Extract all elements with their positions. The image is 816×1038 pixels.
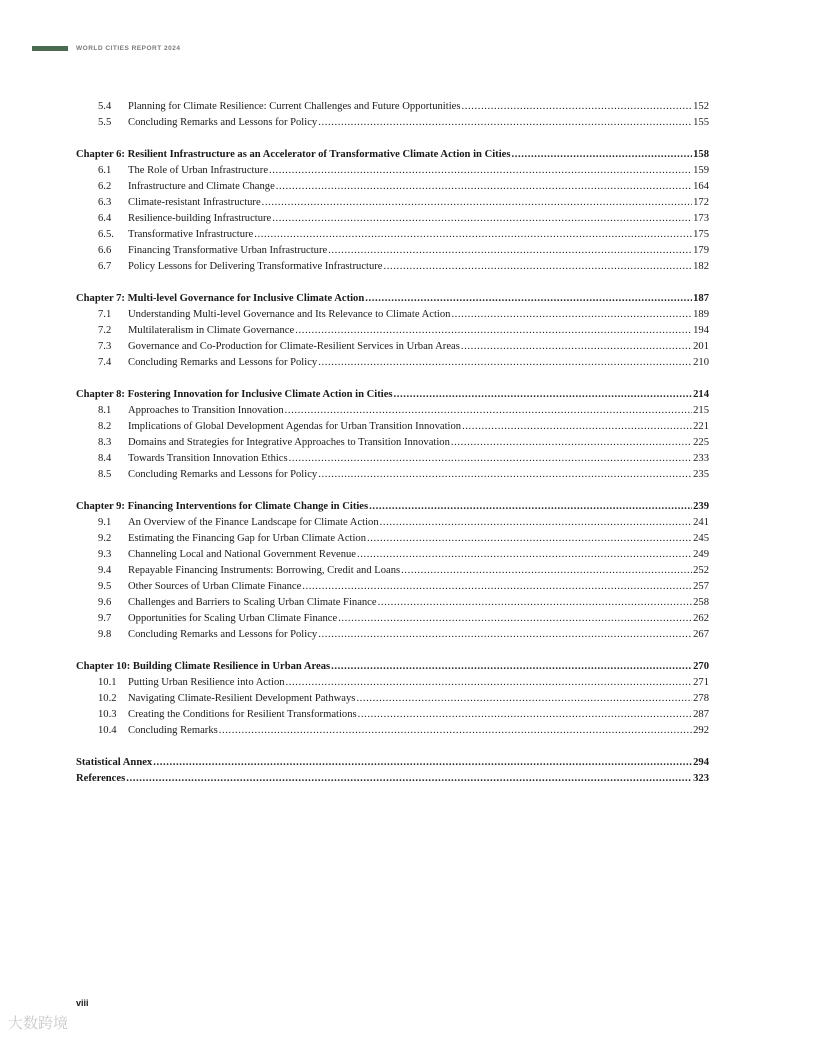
toc-spacer <box>76 371 709 387</box>
toc-section-number: 6.4 <box>98 213 112 224</box>
toc-dot-leader <box>367 531 692 547</box>
toc-page-number: 182 <box>693 261 709 272</box>
toc-page-number: 292 <box>693 725 709 736</box>
toc-section-number: 8.2 <box>98 421 112 432</box>
toc-section-number: 9.4 <box>98 565 112 576</box>
toc-dot-leader <box>356 691 692 707</box>
toc-section-entry[interactable] <box>76 579 709 595</box>
header-accent-bar <box>32 46 68 51</box>
toc-page-number: 239 <box>693 501 709 512</box>
toc-section-entry[interactable] <box>76 707 709 723</box>
toc-section-number: 5.4 <box>98 101 112 112</box>
toc-entry-title: Chapter 6: Resilient Infrastructure as an Accelerator of Transformative Climate Action in Cities <box>76 149 511 160</box>
toc-dot-leader <box>302 579 692 595</box>
toc-dot-leader <box>318 467 692 483</box>
toc-entry-title: Concluding Remarks and Lessons for Policy <box>128 469 318 480</box>
toc-page-number: 323 <box>693 773 709 784</box>
toc-dot-leader <box>318 115 692 131</box>
toc-chapter-entry[interactable] <box>76 147 709 163</box>
toc-spacer <box>76 275 709 291</box>
toc-section-number: 6.6 <box>98 245 112 256</box>
toc-page-number: 249 <box>693 549 709 560</box>
toc-section-number: 8.5 <box>98 469 112 480</box>
toc-entry-title: Other Sources of Urban Climate Finance <box>128 581 302 592</box>
toc-dot-leader <box>451 435 692 451</box>
toc-section-number: 9.7 <box>98 613 112 624</box>
toc-section-entry[interactable] <box>76 691 709 707</box>
toc-page-number: 172 <box>693 197 709 208</box>
toc-dot-leader <box>126 771 692 787</box>
toc-section-entry[interactable] <box>76 435 709 451</box>
toc-page-number: 215 <box>693 405 709 416</box>
toc-entry-title: Repayable Financing Instruments: Borrowing, Credit and Loans <box>128 565 401 576</box>
toc-dot-leader <box>286 675 693 691</box>
toc-section-number: 6.7 <box>98 261 112 272</box>
toc-section-number: 5.5 <box>98 117 112 128</box>
toc-section-entry[interactable] <box>76 675 709 691</box>
toc-page-number: 287 <box>693 709 709 720</box>
toc-dot-leader <box>219 723 692 739</box>
toc-section-number: 9.8 <box>98 629 112 640</box>
toc-page-number: 194 <box>693 325 709 336</box>
toc-page-number: 201 <box>693 341 709 352</box>
toc-section-entry[interactable] <box>76 723 709 739</box>
toc-page-number: 257 <box>693 581 709 592</box>
toc-dot-leader <box>365 291 692 307</box>
toc-section-entry[interactable] <box>76 547 709 563</box>
toc-entry-title: Domains and Strategies for Integrative Approaches to Transition Innovation <box>128 437 450 448</box>
toc-page-number: 175 <box>693 229 709 240</box>
toc-section-entry[interactable] <box>76 99 709 115</box>
toc-page-number: 159 <box>693 165 709 176</box>
toc-section-entry[interactable] <box>76 627 709 643</box>
toc-entry-title: Infrastructure and Climate Change <box>128 181 275 192</box>
toc-section-entry[interactable] <box>76 419 709 435</box>
toc-page-number: 270 <box>693 661 709 672</box>
toc-section-number: 7.4 <box>98 357 112 368</box>
toc-section-number: 8.3 <box>98 437 112 448</box>
toc-dot-leader <box>289 451 692 467</box>
toc-spacer <box>76 131 709 147</box>
toc-dot-leader <box>153 755 692 771</box>
toc-dot-leader <box>262 195 692 211</box>
toc-section-number: 10.1 <box>98 677 117 688</box>
toc-page-number: 245 <box>693 533 709 544</box>
toc-section-entry[interactable] <box>76 323 709 339</box>
toc-entry-title: Chapter 9: Financing Interventions for Climate Change in Cities <box>76 501 369 512</box>
toc-section-number: 9.1 <box>98 517 112 528</box>
toc-page-number: 235 <box>693 469 709 480</box>
toc-entry-title: Concluding Remarks <box>128 725 218 736</box>
toc-section-number: 8.4 <box>98 453 112 464</box>
toc-spacer <box>76 739 709 755</box>
toc-page-number: 241 <box>693 517 709 528</box>
toc-dot-leader <box>269 163 692 179</box>
toc-entry-title: Governance and Co-Production for Climate-Resilient Services in Urban Areas <box>128 341 460 352</box>
toc-dot-leader <box>369 499 692 515</box>
toc-section-entry[interactable] <box>76 211 709 227</box>
toc-chapter-entry[interactable] <box>76 291 709 307</box>
toc-page-number: 214 <box>693 389 709 400</box>
toc-section-entry[interactable] <box>76 467 709 483</box>
toc-entry-title: Creating the Conditions for Resilient Transformations <box>128 709 357 720</box>
toc-section-entry[interactable] <box>76 163 709 179</box>
toc-section-entry[interactable] <box>76 339 709 355</box>
toc-section-number: 8.1 <box>98 405 112 416</box>
toc-dot-leader <box>272 211 692 227</box>
toc-dot-leader <box>285 403 692 419</box>
toc-page-number: 225 <box>693 437 709 448</box>
toc-dot-leader <box>338 611 692 627</box>
toc-section-entry[interactable] <box>76 515 709 531</box>
toc-spacer <box>76 483 709 499</box>
toc-section-number: 9.2 <box>98 533 112 544</box>
toc-dot-leader <box>358 707 692 723</box>
toc-dot-leader <box>318 355 692 371</box>
toc-entry-title: Implications of Global Development Agendas for Urban Transition Innovation <box>128 421 462 432</box>
toc-page-number: 252 <box>693 565 709 576</box>
toc-page-number: 187 <box>693 293 709 304</box>
toc-section-number: 6.2 <box>98 181 112 192</box>
toc-section-number: 6.5. <box>98 229 114 240</box>
toc-dot-leader <box>331 659 692 675</box>
toc-page-number: 155 <box>693 117 709 128</box>
toc-section-number: 9.6 <box>98 597 112 608</box>
toc-section-number: 10.4 <box>98 725 117 736</box>
toc-section-entry[interactable] <box>76 259 709 275</box>
toc-entry-title: Challenges and Barriers to Scaling Urban Climate Finance <box>128 597 377 608</box>
toc-section-entry[interactable] <box>76 115 709 131</box>
toc-entry-title: Transformative Infrastructure <box>128 229 254 240</box>
toc-dot-leader <box>461 99 692 115</box>
toc-dot-leader <box>378 595 693 611</box>
toc-entry-title: An Overview of the Finance Landscape for Climate Action <box>128 517 379 528</box>
toc-section-number: 10.2 <box>98 693 117 704</box>
toc-dot-leader <box>461 339 692 355</box>
toc-dot-leader <box>394 387 693 403</box>
toc-entry-title: Resilience-building Infrastructure <box>128 213 272 224</box>
toc-section-entry[interactable] <box>76 243 709 259</box>
toc-section-number: 9.3 <box>98 549 112 560</box>
toc-page-number: 271 <box>693 677 709 688</box>
toc-section-number: 9.5 <box>98 581 112 592</box>
toc-entry-title: Concluding Remarks and Lessons for Policy <box>128 117 318 128</box>
toc-section-number: 6.1 <box>98 165 112 176</box>
toc-page-number: 233 <box>693 453 709 464</box>
toc-dot-leader <box>328 243 692 259</box>
toc-entry-title: Putting Urban Resilience into Action <box>128 677 285 688</box>
toc-chapter-entry[interactable] <box>76 659 709 675</box>
toc-page-number: 158 <box>693 149 709 160</box>
toc-page-number: 262 <box>693 613 709 624</box>
toc-entry-title: Concluding Remarks and Lessons for Policy <box>128 629 318 640</box>
toc-page-number: 210 <box>693 357 709 368</box>
toc-entry-title: Chapter 7: Multi-level Governance for Inclusive Climate Action <box>76 293 365 304</box>
toc-section-entry[interactable] <box>76 227 709 243</box>
toc-page-number: 221 <box>693 421 709 432</box>
toc-page-number: 278 <box>693 693 709 704</box>
toc-entry-title: Estimating the Financing Gap for Urban Climate Action <box>128 533 367 544</box>
toc-section-entry[interactable] <box>76 179 709 195</box>
running-header: WORLD CITIES REPORT 2024 <box>76 45 181 52</box>
toc-dot-leader <box>295 323 692 339</box>
table-of-contents <box>76 99 709 787</box>
toc-chapter-entry[interactable] <box>76 499 709 515</box>
toc-chapter-entry[interactable] <box>76 771 709 787</box>
toc-section-entry[interactable] <box>76 595 709 611</box>
toc-entry-title: The Role of Urban Infrastructure <box>128 165 269 176</box>
toc-entry-title: Planning for Climate Resilience: Current Challenges and Future Opportunities <box>128 101 461 112</box>
toc-entry-title: Understanding Multi-level Governance and Its Relevance to Climate Action <box>128 309 451 320</box>
toc-section-entry[interactable] <box>76 531 709 547</box>
toc-page-number: 179 <box>693 245 709 256</box>
toc-dot-leader <box>401 563 692 579</box>
toc-page-number: 294 <box>693 757 709 768</box>
toc-entry-title: Chapter 8: Fostering Innovation for Inclusive Climate Action in Cities <box>76 389 393 400</box>
toc-section-entry[interactable] <box>76 403 709 419</box>
toc-section-number: 7.1 <box>98 309 112 320</box>
toc-section-number: 7.3 <box>98 341 112 352</box>
toc-spacer <box>76 643 709 659</box>
toc-dot-leader <box>357 547 692 563</box>
toc-page-number: 267 <box>693 629 709 640</box>
toc-section-number: 6.3 <box>98 197 112 208</box>
toc-entry-title: Multilateralism in Climate Governance <box>128 325 295 336</box>
toc-chapter-entry[interactable] <box>76 755 709 771</box>
toc-page-number: 189 <box>693 309 709 320</box>
toc-page-number: 152 <box>693 101 709 112</box>
toc-section-entry[interactable] <box>76 355 709 371</box>
toc-section-entry[interactable] <box>76 563 709 579</box>
toc-section-entry[interactable] <box>76 195 709 211</box>
toc-section-number: 7.2 <box>98 325 112 336</box>
toc-dot-leader <box>384 259 693 275</box>
toc-entry-title: Navigating Climate-Resilient Development Pathways <box>128 693 356 704</box>
toc-entry-title: Approaches to Transition Innovation <box>128 405 284 416</box>
toc-entry-title: Climate-resistant Infrastructure <box>128 197 261 208</box>
toc-dot-leader <box>511 147 692 163</box>
watermark: 大数跨境 <box>8 1014 69 1032</box>
toc-entry-title: Financing Transformative Urban Infrastructure <box>128 245 328 256</box>
toc-dot-leader <box>254 227 692 243</box>
toc-dot-leader <box>462 419 692 435</box>
toc-page-number: 173 <box>693 213 709 224</box>
toc-section-number: 10.3 <box>98 709 117 720</box>
toc-chapter-entry[interactable] <box>76 387 709 403</box>
toc-dot-leader <box>380 515 692 531</box>
toc-section-entry[interactable] <box>76 611 709 627</box>
toc-entry-title: Concluding Remarks and Lessons for Policy <box>128 357 318 368</box>
toc-page-number: 258 <box>693 597 709 608</box>
toc-dot-leader <box>276 179 692 195</box>
toc-entry-title: References <box>76 773 126 784</box>
toc-dot-leader <box>318 627 692 643</box>
toc-page-number: 164 <box>693 181 709 192</box>
toc-dot-leader <box>451 307 692 323</box>
toc-entry-title: Towards Transition Innovation Ethics <box>128 453 288 464</box>
page-number: viii <box>76 998 89 1008</box>
toc-entry-title: Opportunities for Scaling Urban Climate Finance <box>128 613 338 624</box>
toc-entry-title: Policy Lessons for Delivering Transformative Infrastructure <box>128 261 383 272</box>
toc-section-entry[interactable] <box>76 451 709 467</box>
toc-entry-title: Chapter 10: Building Climate Resilience in Urban Areas <box>76 661 331 672</box>
toc-entry-title: Statistical Annex <box>76 757 153 768</box>
toc-section-entry[interactable] <box>76 307 709 323</box>
toc-entry-title: Channeling Local and National Government Revenue <box>128 549 356 560</box>
